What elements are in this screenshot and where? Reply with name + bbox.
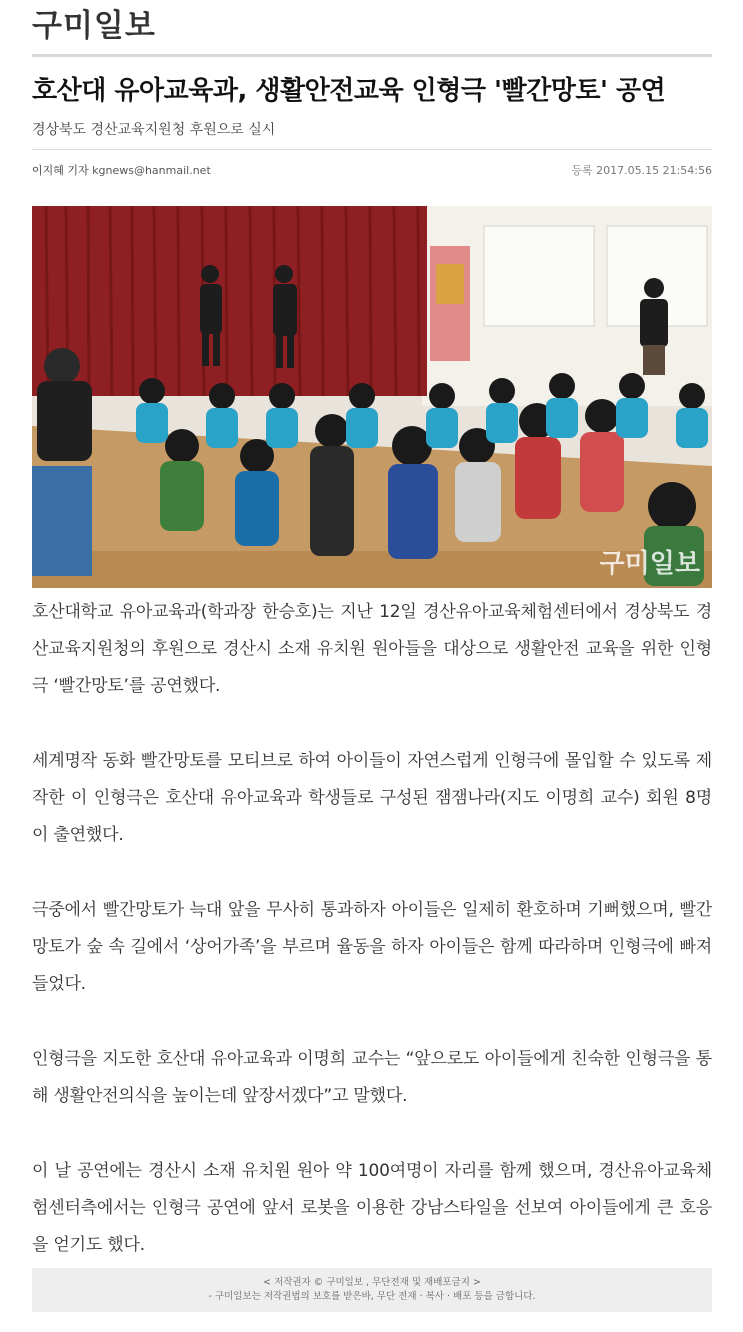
article-paragraph: 세계명작 동화 빨간망토를 모티브로 하여 아이들이 자연스럽게 인형극에 몰입할 수 있도록 제작한 이 인형극은 호산대 유아교육과 학생들로 구성된 잼잼나라(지도 이명희 교수) 회원 8명이 출연했다.	[32, 751, 712, 845]
copyright-notice: - 구미일보는 저작권법의 보호를 받은바, 무단 전재 · 복사 · 배포 등을 금합니다.	[208, 1291, 536, 1302]
author-email[interactable]: kgnews@hanmail.net	[92, 164, 211, 177]
article-paragraph: 극중에서 빨간망토가 늑대 앞을 무사히 통과하자 아이들은 일제히 환호하며 기뻐했으며, 빨간망토가 숲 속 길에서 ‘상어가족’을 부르며 율동을 하자 아이들은 함께 따라하며 인형극에 빠져들었다.	[32, 900, 712, 994]
meta-divider	[32, 149, 712, 150]
article-headline: 호산대 유아교육과, 생활안전교육 인형극 '빨간망토' 공연	[32, 76, 666, 106]
header-divider	[32, 54, 712, 57]
copyright-footer	[32, 1268, 712, 1312]
date-value: 2017.05.15 21:54:56	[596, 164, 712, 177]
article-subtitle: 경상북도 경산교육지원청 후원으로 실시	[32, 122, 276, 138]
article-paragraph: 호산대학교 유아교육과(학과장 한승호)는 지난 12일 경산유아교육체험센터에서 경상북도 경산교육지원청의 후원으로 경산시 소재 유치원 원아들을 대상으로 생활안전 교육을 위한 인형극 ‘빨간망토’를 공연했다.	[32, 602, 712, 696]
date-label: 등록	[571, 164, 593, 177]
copyright-line: < 저작권자 © 구미일보 , 무단전재 및 재배포금지 >	[263, 1277, 481, 1288]
article-paragraph: 이 날 공연에는 경산시 소재 유치원 원아 약 100여명이 자리를 함께 했으며, 경산유아교육체험센터측에서는 인형극 공연에 앞서 로봇을 이용한 강남스타일을 선보여 아이들에게 큰 호응을 얻기도 했다.	[32, 1161, 712, 1255]
published-date	[571, 163, 712, 179]
article-paragraph: 인형극을 지도한 호산대 유아교육과 이명희 교수는 “앞으로도 아이들에게 친숙한 인형극을 통해 생활안전의식을 높이는데 앞장서겠다”고 말했다.	[32, 1049, 712, 1106]
site-logo[interactable]: 구미일보	[32, 8, 156, 44]
article-photo	[32, 206, 712, 588]
puppet-show-photo	[32, 206, 712, 588]
byline	[32, 163, 211, 179]
photo-watermark: 구미일보	[599, 549, 700, 579]
article-body	[32, 594, 712, 1302]
author-name: 이지혜 기자	[32, 164, 89, 177]
